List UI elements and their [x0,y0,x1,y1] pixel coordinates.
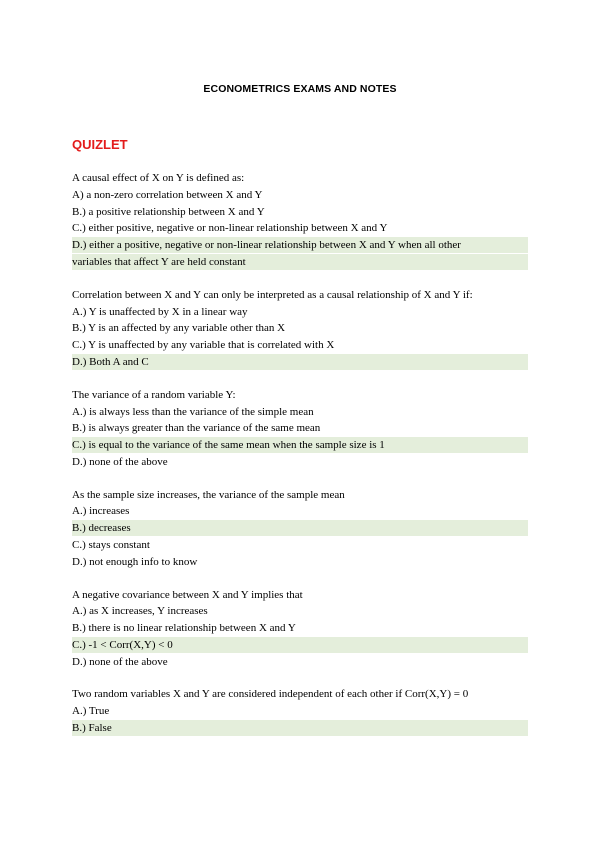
question-4-option-c: C.) stays constant [72,539,150,551]
question-2-option-a: A.) Y is unaffected by X in a linear way [72,306,248,318]
document-title: ECONOMETRICS EXAMS AND NOTES [203,83,397,95]
question-4-option-d: D.) not enough info to know [72,556,198,568]
question-3-option-a: A.) is always less than the variance of the simple mean [72,406,314,418]
question-1-prompt: A causal effect of X on Y is defined as: [72,172,245,184]
question-3-option-c-answer: C.) is equal to the variance of the same mean when the sample size is 1 [72,437,528,453]
question-5-option-d: D.) none of the above [72,656,168,668]
question-6-option-a: A.) True [72,705,110,717]
question-1-option-d-continued: variables that affect Y are held constant [72,254,528,270]
question-3-prompt: The variance of a random variable Y: [72,389,236,401]
question-4-option-a: A.) increases [72,505,130,517]
question-5-prompt: A negative covariance between X and Y implies that [72,589,303,601]
question-6-option-b-answer: B.) False [72,720,528,736]
question-5-option-b: B.) there is no linear relationship between X and Y [72,622,296,634]
question-2-option-c: C.) Y is unaffected by any variable that is correlated with X [72,339,335,351]
question-4-prompt: As the sample size increases, the variance of the sample mean [72,489,345,501]
question-2-prompt: Correlation between X and Y can only be interpreted as a causal relationship of X and Y if: [72,289,473,301]
question-4-option-b-answer: B.) decreases [72,520,528,536]
question-5-option-a: A.) as X increases, Y increases [72,605,208,617]
question-1-option-a: A) a non-zero correlation between X and Y [72,189,263,201]
section-heading: QUIZLET [72,137,128,152]
question-2-option-d-answer: D.) Both A and C [72,354,528,370]
question-1-option-d-answer: D.) either a positive, negative or non-linear relationship between X and Y when all other [72,237,528,253]
question-3-option-d: D.) none of the above [72,456,168,468]
question-5-option-c-answer: C.) -1 < Corr(X,Y) < 0 [72,637,528,653]
question-1-option-b: B.) a positive relationship between X and Y [72,206,265,218]
question-6-prompt: Two random variables X and Y are considered independent of each other if Corr(X,Y) = 0 [72,688,469,700]
question-3-option-b: B.) is always greater than the variance of the same mean [72,422,321,434]
question-2-option-b: B.) Y is an affected by any variable other than X [72,322,286,334]
question-1-option-c: C.) either positive, negative or non-linear relationship between X and Y [72,222,388,234]
